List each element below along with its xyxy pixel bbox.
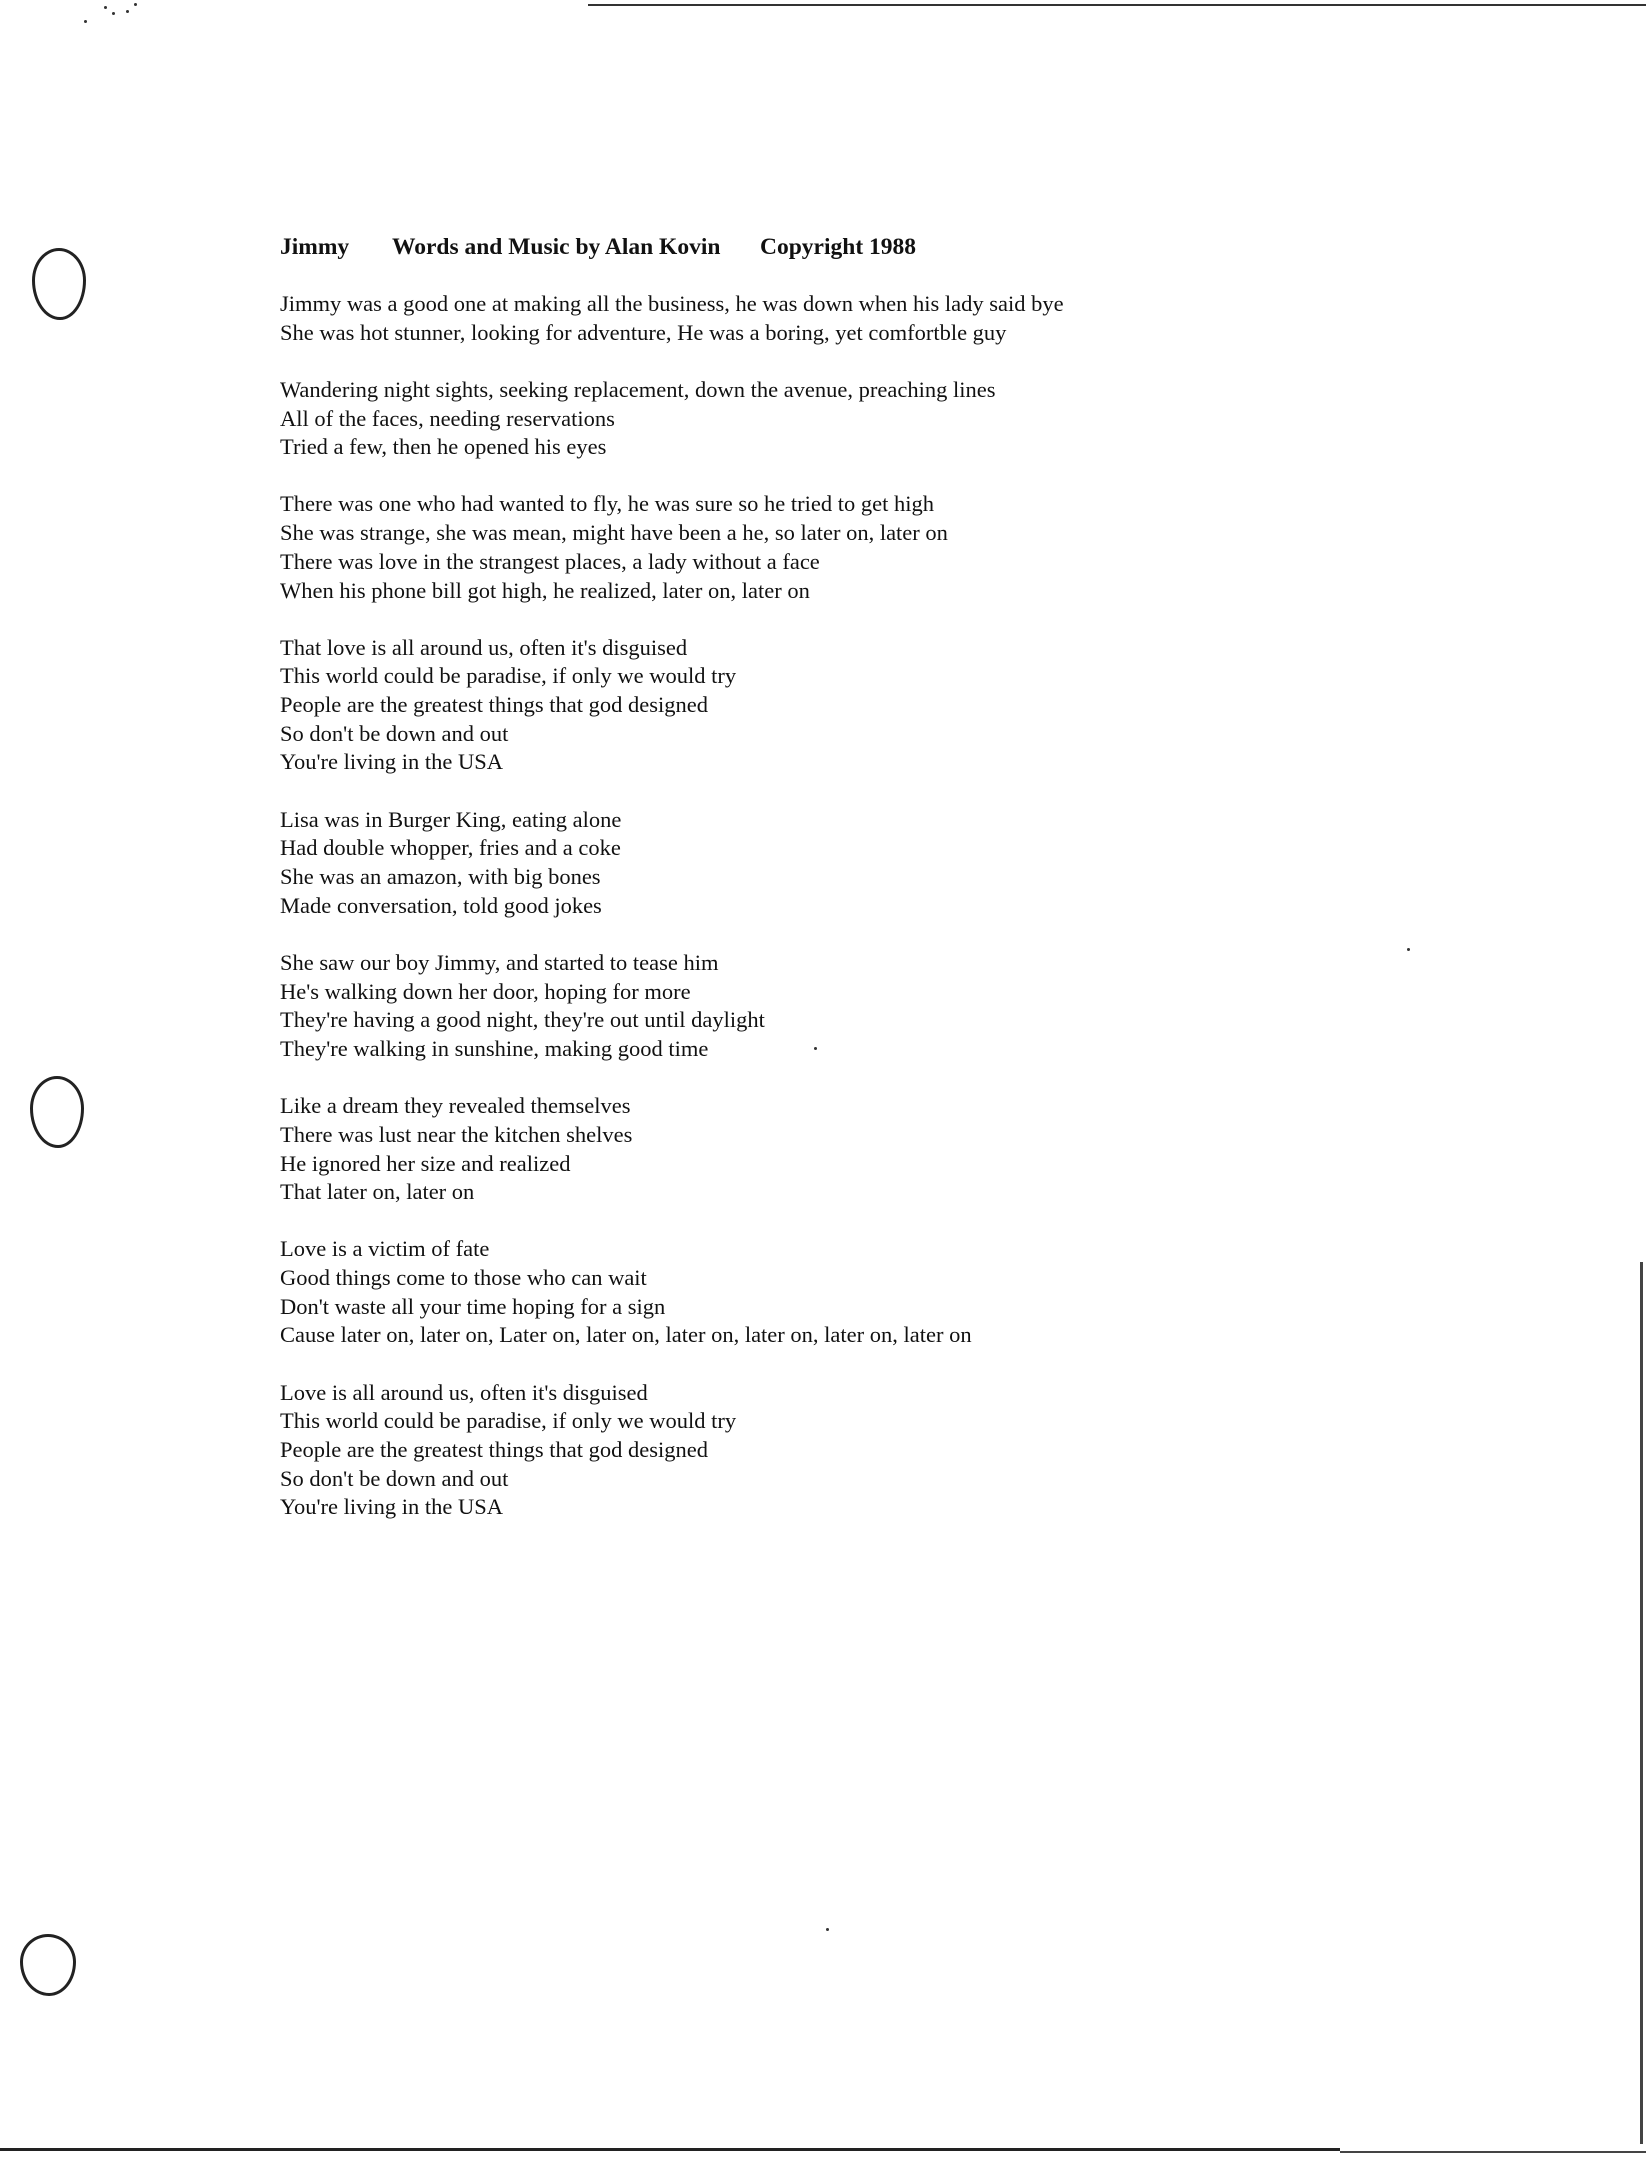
lyrics-body [280,232,1580,1551]
lyric-line: Cause later on, later on, Later on, later on, later on, later on, later on, later on [280,1322,972,1348]
lyric-line: There was lust near the kitchen shelves [280,1121,633,1147]
lyric-line: This world could be paradise, if only we would try [280,1408,737,1434]
lyric-line: Don't waste all your time hoping for a sign [280,1293,666,1319]
lyric-line: That later on, later on [280,1179,475,1205]
lyric-line: Tried a few, then he opened his eyes [280,434,607,460]
scan-speck [826,1928,829,1931]
song-copyright: Copyright 1988 [760,234,917,260]
scan-speck [112,12,115,15]
lyric-line: She was an amazon, with big bones [280,864,601,889]
song-credits: Words and Music by Alan Kovin [392,234,721,260]
scan-speck [84,20,87,23]
stanza-2 [280,376,1580,462]
binder-hole-bottom [20,1934,76,1996]
lyric-line: You're living in the USA [280,749,504,775]
lyric-line: There was one who had wanted to fly, he was sure so he tried to get high [280,491,934,517]
lyric-line: They're having a good night, they're out until daylight [280,1007,765,1033]
lyric-line: That love is all around us, often it's disguised [280,634,688,660]
scan-edge-top [588,4,1646,6]
binder-hole-middle [30,1076,84,1148]
song-title: Jimmy [280,234,350,260]
binder-hole-top [32,248,86,320]
stanza-7 [280,1092,1580,1207]
scan-edge-bottom [0,2148,1340,2151]
lyric-line: Good things come to those who can wait [280,1265,647,1291]
stanza-6 [280,949,1580,1064]
lyric-line: This world could be paradise, if only we would try [280,663,737,689]
lyric-line: You're living in the USA [280,1494,504,1520]
lyric-line: Love is all around us, often it's disguised [280,1379,648,1405]
lyric-line: Had double whopper, fries and a coke [280,835,621,861]
lyric-line: He's walking down her door, hoping for more [280,978,691,1004]
scan-speck [126,10,129,13]
lyric-line: Made conversation, told good jokes [280,892,602,918]
lyric-line: When his phone bill got high, he realized, later on, later on [280,577,810,603]
lyric-line: She was hot stunner, looking for adventure, He was a boring, yet comfortble guy [280,319,1007,345]
stanza-4 [280,634,1580,777]
song-header [280,232,1580,262]
lyric-line: There was love in the strangest places, a lady without a face [280,548,820,574]
lyric-line: They're walking in sunshine, making good time [280,1035,709,1061]
lyric-line: He ignored her size and realized [280,1150,571,1176]
lyric-line: Jimmy was a good one at making all the business, he was down when his lady said bye [280,291,1064,316]
scan-speck [104,6,107,9]
lyric-line: So don't be down and out [280,720,509,746]
scan-speck [134,3,137,6]
scan-edge-right [1640,1262,1643,2144]
stanza-1 [280,290,1580,347]
lyric-line: Like a dream they revealed themselves [280,1093,631,1119]
stanza-9 [280,1379,1580,1522]
lyric-line: So don't be down and out [280,1465,509,1491]
stanza-5 [280,806,1580,921]
lyric-line: Lisa was in Burger King, eating alone [280,806,622,832]
lyric-line: Love is a victim of fate [280,1236,490,1262]
lyric-line: People are the greatest things that god designed [280,692,709,718]
lyric-line: She was strange, she was mean, might have been a he, so later on, later on [280,520,948,546]
lyric-line: All of the faces, needing reservations [280,405,615,431]
lyric-line: People are the greatest things that god designed [280,1437,709,1462]
lyric-line: Wandering night sights, seeking replacement, down the avenue, preaching lines [280,376,996,402]
lyric-line: She saw our boy Jimmy, and started to tease him [280,949,719,975]
stanza-8 [280,1235,1580,1350]
stanza-3 [280,490,1580,605]
scan-edge-bottom-right [1340,2151,1646,2153]
